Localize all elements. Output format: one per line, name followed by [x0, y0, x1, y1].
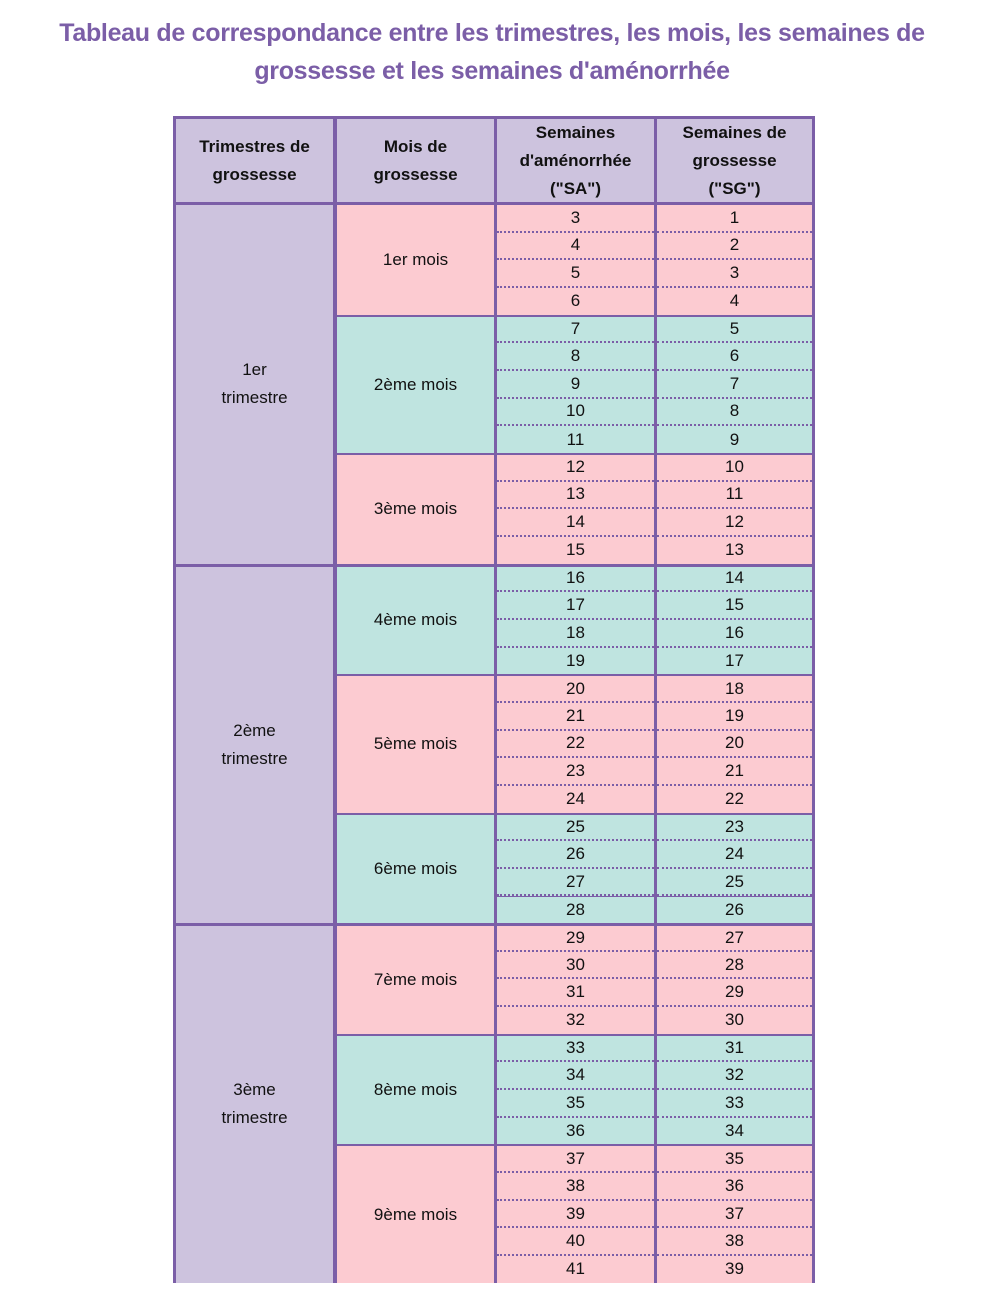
- sa-cell: 27: [497, 869, 654, 897]
- sa-cell: 8: [497, 343, 654, 371]
- sg-cell: 11: [657, 482, 812, 510]
- sa-cell: 21: [497, 703, 654, 731]
- sa-cell: 35: [497, 1090, 654, 1118]
- sg-cell: 26: [657, 897, 812, 924]
- sg-cell: 37: [657, 1201, 812, 1229]
- month-cell: 3ème mois: [337, 455, 494, 564]
- sg-cell: 15: [657, 592, 812, 620]
- sg-cell: 22: [657, 786, 812, 813]
- sa-cell: 10: [497, 399, 654, 427]
- trimester-cell: 3ème trimestre: [176, 926, 333, 1283]
- sg-cell: 25: [657, 869, 812, 897]
- sa-cell: 30: [497, 952, 654, 980]
- month-cell: 6ème mois: [337, 815, 494, 924]
- sg-cell: 4: [657, 288, 812, 315]
- sa-cell: 31: [497, 979, 654, 1007]
- sa-cell: 14: [497, 509, 654, 537]
- month-cell: 8ème mois: [337, 1036, 494, 1145]
- sa-cell: 39: [497, 1201, 654, 1229]
- sa-cell: 6: [497, 288, 654, 315]
- sg-cell: 13: [657, 537, 812, 564]
- sa-cell: 32: [497, 1007, 654, 1034]
- sa-cell: 9: [497, 371, 654, 399]
- month-cell: 9ème mois: [337, 1146, 494, 1282]
- sg-cell: 6: [657, 343, 812, 371]
- sg-cell: 2: [657, 233, 812, 261]
- sg-cell: 7: [657, 371, 812, 399]
- sg-cell: 35: [657, 1146, 812, 1173]
- sa-cell: 15: [497, 537, 654, 564]
- sg-cell: 3: [657, 260, 812, 288]
- title-line-2: grossesse et les semaines d'aménorrhée: [254, 57, 730, 85]
- sa-cell: 24: [497, 786, 654, 813]
- sg-cell: 10: [657, 455, 812, 482]
- sg-cell: 19: [657, 703, 812, 731]
- sa-cell: 40: [497, 1228, 654, 1256]
- sg-cell: 9: [657, 426, 812, 453]
- month-cell: 4ème mois: [337, 567, 494, 675]
- sa-cell: 41: [497, 1256, 654, 1283]
- sa-cell: 19: [497, 648, 654, 675]
- sa-cell: 23: [497, 758, 654, 786]
- sg-cell: 17: [657, 648, 812, 675]
- header-month: Mois de grossesse: [337, 119, 494, 202]
- header-sa: Semaines d'aménorrhée ("SA"): [497, 119, 654, 202]
- sa-cell: 4: [497, 233, 654, 261]
- month-cell: 5ème mois: [337, 676, 494, 812]
- sa-cell: 20: [497, 676, 654, 703]
- month-cell: 1er mois: [337, 205, 494, 315]
- sg-cell: 5: [657, 317, 812, 344]
- sg-cell: 24: [657, 841, 812, 869]
- month-cell: 2ème mois: [337, 317, 494, 453]
- sa-cell: 33: [497, 1036, 654, 1063]
- sg-cell: 28: [657, 952, 812, 980]
- sg-cell: 16: [657, 620, 812, 648]
- sa-cell: 18: [497, 620, 654, 648]
- sg-cell: 31: [657, 1036, 812, 1063]
- sg-cell: 36: [657, 1173, 812, 1201]
- header-sg: Semaines de grossesse ("SG"): [657, 119, 812, 202]
- sg-cell: 18: [657, 676, 812, 703]
- trimester-cell: 1er trimestre: [176, 205, 333, 564]
- sg-cell: 38: [657, 1228, 812, 1256]
- sa-cell: 3: [497, 205, 654, 233]
- sa-cell: 34: [497, 1062, 654, 1090]
- header-trimester: Trimestres de grossesse: [176, 119, 333, 202]
- title-line-1: Tableau de correspondance entre les trimestres, les mois, les semaines de: [59, 19, 925, 47]
- sa-cell: 26: [497, 841, 654, 869]
- sg-cell: 12: [657, 509, 812, 537]
- sa-cell: 5: [497, 260, 654, 288]
- sa-cell: 12: [497, 455, 654, 482]
- sa-cell: 25: [497, 815, 654, 842]
- sg-cell: 21: [657, 758, 812, 786]
- sa-cell: 29: [497, 926, 654, 952]
- sa-cell: 11: [497, 426, 654, 453]
- sa-cell: 37: [497, 1146, 654, 1173]
- sg-cell: 30: [657, 1007, 812, 1034]
- sa-cell: 13: [497, 482, 654, 510]
- sg-cell: 27: [657, 926, 812, 952]
- sa-cell: 36: [497, 1118, 654, 1145]
- sg-cell: 20: [657, 731, 812, 759]
- sa-cell: 17: [497, 592, 654, 620]
- sg-cell: 29: [657, 979, 812, 1007]
- page-title: [0, 14, 984, 90]
- correspondence-table: [173, 116, 815, 1283]
- trimester-cell: 2ème trimestre: [176, 567, 333, 924]
- sa-cell: 28: [497, 897, 654, 924]
- sg-cell: 14: [657, 567, 812, 593]
- month-cell: 7ème mois: [337, 926, 494, 1034]
- sa-cell: 16: [497, 567, 654, 593]
- sg-cell: 33: [657, 1090, 812, 1118]
- sa-cell: 22: [497, 731, 654, 759]
- sa-cell: 7: [497, 317, 654, 344]
- sg-cell: 39: [657, 1256, 812, 1283]
- sg-cell: 1: [657, 205, 812, 233]
- sg-cell: 34: [657, 1118, 812, 1145]
- sg-cell: 8: [657, 399, 812, 427]
- sg-cell: 32: [657, 1062, 812, 1090]
- sg-cell: 23: [657, 815, 812, 842]
- sa-cell: 38: [497, 1173, 654, 1201]
